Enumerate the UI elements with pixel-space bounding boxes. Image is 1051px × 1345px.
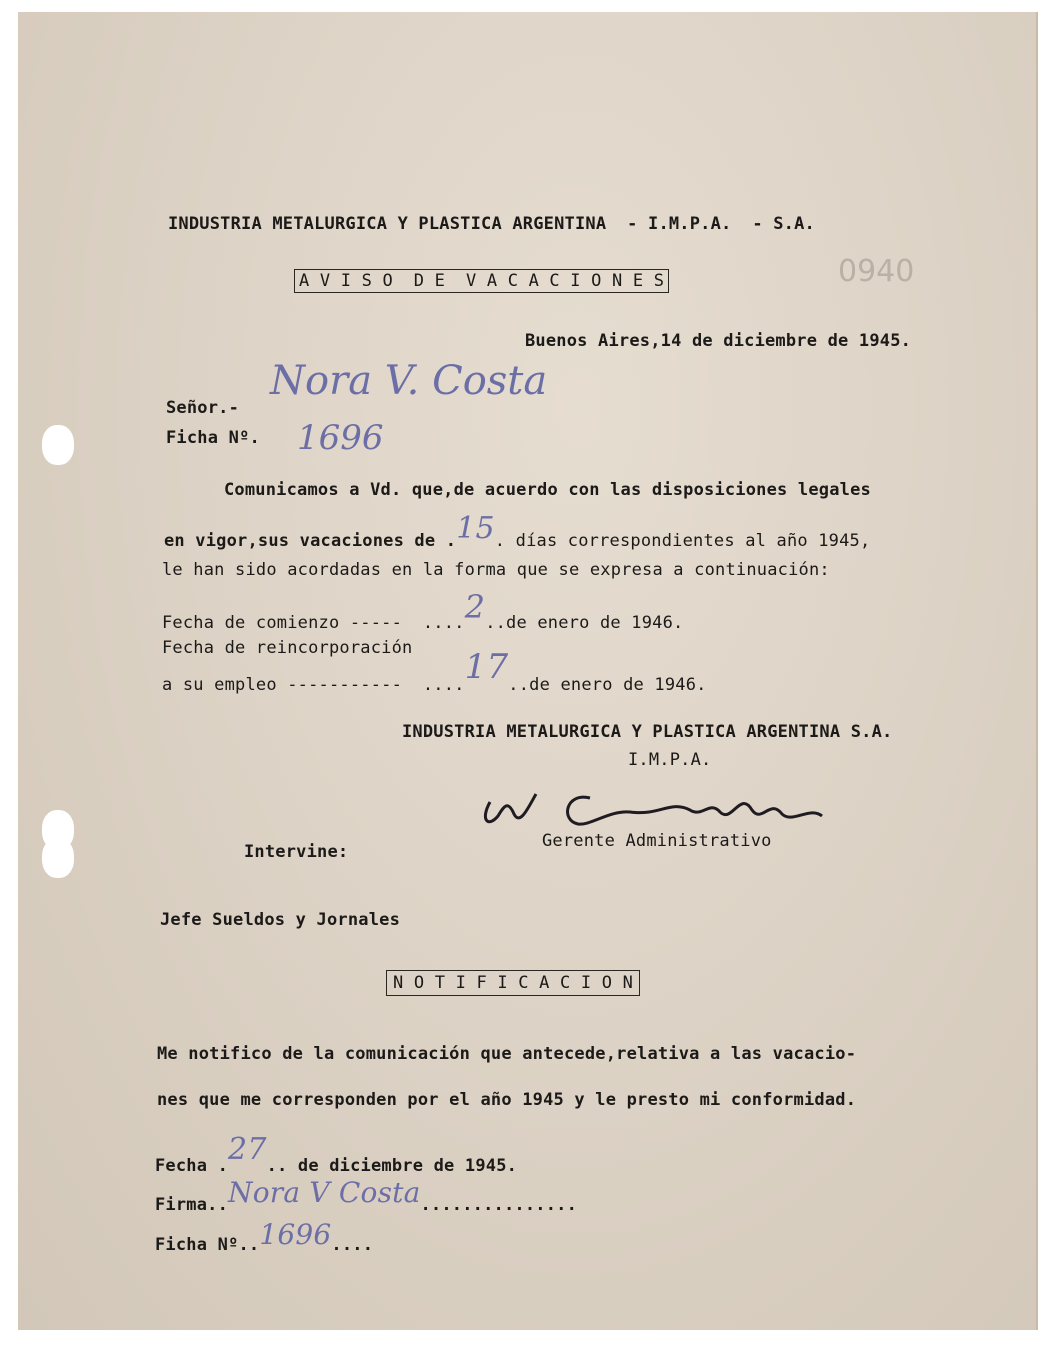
punch-hole-bottom-b [42,838,74,878]
senor-label: Señor.- [166,398,240,418]
stamp-number: 0940 [838,254,915,289]
ficha-notification-handwritten: 1696 [259,1218,332,1251]
return-day-handwritten: 17 [464,647,509,687]
ficha-handwritten-number: 1696 [297,418,384,458]
days-handwritten: 15 [456,511,495,546]
notification-line-2: nes que me corresponden por el año 1945 y le presto mi conformidad. [157,1090,857,1110]
firma-line: Firma..Nora V Costa............... [155,1176,578,1215]
ficha-notification-line: Ficha Nº..1696.... [155,1218,374,1255]
fecha-line: Fecha .27.. de diciembre de 1945. [155,1132,518,1176]
punch-hole-top [42,425,74,465]
signature-company: INDUSTRIA METALURGICA Y PLASTICA ARGENTINA S.A. [402,722,893,742]
body-line-3: le han sido acordadas en la forma que se expresa a continuación: [162,560,830,580]
fecha-handwritten: 27 [228,1132,267,1167]
jefe-label: Jefe Sueldos y Jornales [160,910,401,930]
notice-title: A V I S O D E V A C A C I O N E S [294,269,669,293]
start-day-handwritten: 2 [464,588,486,626]
firma-handwritten: Nora V Costa [228,1176,421,1209]
company-header: INDUSTRIA METALURGICA Y PLASTICA ARGENTINA - I.M.P.A. - S.A. [168,214,815,234]
intervine-label: Intervine: [244,842,349,862]
signature-abbr: I.M.P.A. [628,750,712,770]
return-label-1: Fecha de reincorporación [162,638,413,658]
signature-role: Gerente Administrativo [542,831,772,851]
body-line-1: Comunicamos a Vd. que,de acuerdo con las disposiciones legales [224,480,871,500]
notification-line-1: Me notifico de la comunicación que antecede,relativa a las vacacio- [157,1044,857,1064]
start-date-line: Fecha de comienzo ----- ....2..de enero de 1946. [162,588,684,633]
date-line: Buenos Aires,14 de diciembre de 1945. [525,331,912,351]
return-date-line: a su empleo ----------- ....17..de enero de 1946. [162,647,707,695]
senor-handwritten-name: Nora V. Costa [270,358,548,404]
notification-title: N O T I F I C A C I O N [386,970,640,996]
body-line-2: en vigor,sus vacaciones de .15. días correspondientes al año 1945, [164,511,871,551]
ficha-label: Ficha Nº. [166,428,260,448]
